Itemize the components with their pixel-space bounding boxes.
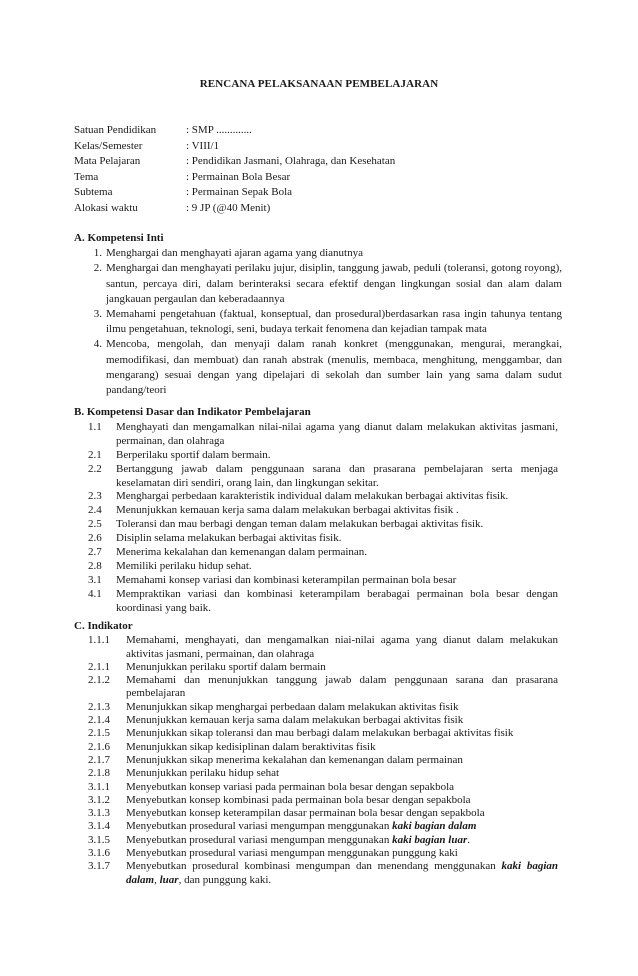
item-text: Menghargai dan menghayati ajaran agama yang dianutnya bbox=[106, 247, 363, 260]
identity-key: Satuan Pendidikan bbox=[74, 124, 157, 136]
list-item bbox=[74, 261, 562, 307]
item-text-plain: Menyebutkan prosedural kombinasi mengumpan dan menendang menggunakan bbox=[126, 860, 502, 873]
identity-key: Kelas/Semester bbox=[74, 139, 143, 152]
item-text: Menyebutkan konsep variasi pada permainan bola besar dengan sepakbola bbox=[126, 780, 455, 793]
item-number: 3.1.7 bbox=[88, 860, 110, 873]
list-item bbox=[74, 490, 558, 504]
item-text: Menunjukkan perilaku hidup sehat bbox=[126, 767, 280, 780]
item-text: Mempraktikan variasi dan kombinasi keterampilam berabagai permainan bola besar dengan koordinasi yang baik. bbox=[116, 587, 558, 614]
item-text: Mencoba, mengolah, dan menyaji dalam ranah konkret (menggunakan, mengurai, merangkai, memodifikasi, dan membuat) dan ranah abstrak (menulis, membaca, menghitung, menggambar, dan mengarang) sesuai dengan yang dipelajari di sekolah dan sumber lain yang sama dalam sudut pandang/teori bbox=[106, 338, 562, 397]
list-item bbox=[74, 781, 558, 794]
identity-row bbox=[74, 201, 395, 217]
item-number: 2.5 bbox=[88, 518, 102, 531]
item-number: 2.6 bbox=[88, 532, 102, 545]
item-text-emphasis: luar bbox=[159, 873, 179, 886]
list-item bbox=[74, 246, 562, 261]
section-kompetensi-dasar bbox=[74, 406, 558, 616]
item-number: 3.1.2 bbox=[88, 793, 110, 806]
identity-block bbox=[74, 123, 395, 217]
item-text bbox=[126, 834, 558, 847]
item-text: Menghargai perbedaan karakteristik individual dalam melakukan berbagai aktivitas fisik. bbox=[116, 490, 509, 503]
section-heading: C. Indikator bbox=[74, 620, 133, 632]
item-text-plain: Menyebutkan prosedural variasi mengumpan menggunakan bbox=[126, 820, 393, 833]
item-number: 2. bbox=[93, 262, 102, 275]
list-item bbox=[74, 504, 558, 518]
list-item bbox=[74, 847, 558, 860]
item-text: Menunjukkan kemauan kerja sama dalam melakukan berbagai aktivitas fisik bbox=[126, 714, 464, 727]
list-item bbox=[74, 421, 558, 449]
item-text-emphasis: kaki bagian dalam bbox=[392, 820, 477, 833]
item-number: 2.2 bbox=[88, 462, 102, 475]
list-item bbox=[74, 546, 558, 560]
item-text: Memahami dan menunjukkan tanggung jawab dalam penggunaan sarana dan prasarana pembelajaran bbox=[126, 674, 558, 700]
identity-row bbox=[74, 185, 395, 201]
item-number: 2.1.7 bbox=[88, 753, 110, 766]
item-text: Memiliki perilaku hidup sehat. bbox=[116, 559, 252, 572]
list-item bbox=[74, 518, 558, 532]
item-number: 2.1.5 bbox=[88, 727, 110, 740]
item-number: 3.1.3 bbox=[88, 807, 110, 820]
item-number: 2.4 bbox=[88, 504, 102, 517]
item-number: 4.1 bbox=[88, 587, 102, 600]
section-kompetensi-inti bbox=[74, 231, 562, 398]
document-title: RENCANA PELAKSANAAN PEMBELAJARAN bbox=[199, 78, 439, 90]
identity-key: Mata Pelajaran bbox=[74, 155, 141, 168]
identity-value: : 9 JP (@40 Menit) bbox=[186, 201, 271, 214]
item-number: 3.1.6 bbox=[88, 847, 110, 860]
list-item bbox=[74, 820, 558, 833]
item-number: 4. bbox=[93, 338, 102, 351]
item-number: 2.1.3 bbox=[88, 700, 110, 713]
item-number: 2.8 bbox=[88, 559, 102, 572]
item-text: Menunjukkan sikap menghargai perbedaan dalam melakukan aktivitas fisik bbox=[126, 700, 459, 713]
item-text-plain: , bbox=[154, 873, 160, 886]
list-item bbox=[74, 634, 558, 661]
section-heading: B. Kompetensi Dasar dan Indikator Pembelajaran bbox=[74, 406, 311, 418]
item-text: Menunjukkan sikap menerima kekalahan dan kemenangan dalam permainan bbox=[126, 753, 463, 766]
list-item bbox=[74, 834, 558, 847]
item-text: Menyebutkan konsep kombinasi pada permainan bola besar dengan sepakbola bbox=[126, 793, 471, 806]
item-text: Menerima kekalahan dan kemenangan dalam permainan. bbox=[116, 546, 368, 559]
list-item bbox=[74, 532, 558, 546]
item-text: Berperilaku sportif dalam bermain. bbox=[116, 448, 271, 461]
identity-value: : Permainan Sepak Bola bbox=[186, 186, 293, 199]
identity-value: : VIII/1 bbox=[186, 139, 220, 152]
item-number: 3. bbox=[93, 308, 102, 321]
item-number: 2.1.2 bbox=[88, 674, 110, 687]
item-text: Toleransi dan mau berbagi dengan teman dalam melakukan berbagai aktivitas fisik. bbox=[116, 518, 484, 531]
identity-value: : Permainan Bola Besar bbox=[186, 170, 291, 183]
item-text: Menunjukkan sikap toleransi dan mau berbagi dalam melakukan berbagai aktivitas fisik bbox=[126, 727, 514, 740]
identity-key: Tema bbox=[74, 170, 99, 183]
list-item bbox=[74, 463, 558, 491]
list-item bbox=[74, 674, 558, 701]
item-text: Menunjukkan perilaku sportif dalam bermain bbox=[126, 660, 326, 673]
item-number: 2.1.1 bbox=[88, 660, 110, 673]
list-item bbox=[74, 794, 558, 807]
identity-key: Subtema bbox=[74, 186, 113, 199]
item-text: Bertanggung jawab dalam penggunaan sarana dan prasarana pembelajaran serta menjaga keselamatan diri sendiri, orang lain, dan lingkungan sekitar. bbox=[116, 462, 558, 489]
item-text: Memahami pengetahuan (faktual, konseptual, dan prosedural)berdasarkan rasa ingin tahunya tentang ilmu pengetahuan, teknologi, seni, budaya terkait fenomena dan kejadian tampak mata bbox=[106, 308, 562, 336]
list-item bbox=[74, 714, 558, 727]
list-item bbox=[74, 727, 558, 740]
item-number: 2.3 bbox=[88, 490, 102, 503]
item-text-emphasis: kaki bagian luar bbox=[392, 833, 468, 846]
identity-row bbox=[74, 154, 395, 170]
item-text-plain: . bbox=[467, 833, 470, 846]
identity-key: Alokasi waktu bbox=[74, 201, 138, 214]
item-text-plain: Menyebutkan prosedural variasi mengumpan menggunakan bbox=[126, 833, 393, 846]
list-item bbox=[74, 337, 562, 398]
identity-value: : Pendidikan Jasmani, Olahraga, dan Kesehatan bbox=[186, 155, 396, 168]
list-item bbox=[74, 767, 558, 780]
list-item bbox=[74, 574, 558, 588]
item-text: Memahami konsep variasi dan kombinasi keterampilan permainan bola besar bbox=[116, 573, 457, 586]
item-number: 3.1.1 bbox=[88, 780, 110, 793]
item-text: Menunjukkan kemauan kerja sama dalam melakukan berbagai aktivitas fisik . bbox=[116, 504, 459, 517]
item-text: Disiplin selama melakukan berbagai aktivitas fisik. bbox=[116, 532, 342, 545]
list-item bbox=[74, 588, 558, 616]
item-text: Menyebutkan prosedural variasi mengumpan menggunakan punggung kaki bbox=[126, 847, 458, 860]
item-text bbox=[126, 820, 558, 833]
item-text bbox=[126, 860, 558, 887]
identity-value: : SMP ............. bbox=[186, 124, 252, 136]
item-text: Menghayati dan mengamalkan nilai-nilai agama yang dianut dalam melakukan aktivitas jasmani, permainan, dan olahraga bbox=[116, 420, 558, 447]
item-text-emphasis: kaki bagian dalam bbox=[126, 860, 558, 886]
identity-row bbox=[74, 170, 395, 186]
list-item bbox=[74, 307, 562, 337]
item-number: 1. bbox=[93, 247, 102, 260]
item-number: 2.1.4 bbox=[88, 714, 110, 727]
list-item bbox=[74, 449, 558, 463]
list-item bbox=[74, 754, 558, 767]
list-item bbox=[74, 860, 558, 887]
item-text: Menyebutkan konsep keterampilan dasar permainan bola besar dengan sepakbola bbox=[126, 807, 485, 820]
item-number: 2.1 bbox=[88, 448, 102, 461]
item-number: 3.1.5 bbox=[88, 833, 110, 846]
identity-row bbox=[74, 139, 395, 155]
item-text: Memahami, menghayati, dan mengamalkan niai-nilai agama yang dianut dalam melakukan aktivitas jasmani, permainan, dan olahraga bbox=[126, 634, 558, 660]
item-number: 2.1.6 bbox=[88, 740, 110, 753]
item-text: Menghargai dan menghayati perilaku jujur, disiplin, tanggung jawab, peduli (toleransi, gotong royong), santun, percaya diri, dalam berinteraksi secara efektif dengan lingkungan sosial dan alam dalam jangkauan pergaulan dan keberadaannya bbox=[106, 262, 562, 305]
identity-row bbox=[74, 123, 395, 139]
item-number: 2.1.8 bbox=[88, 767, 110, 780]
section-indikator bbox=[74, 620, 558, 887]
list-item bbox=[74, 807, 558, 820]
list-item bbox=[74, 701, 558, 714]
item-number: 1.1.1 bbox=[88, 634, 110, 647]
item-number: 1.1 bbox=[88, 420, 102, 433]
item-text-plain: , dan punggung kaki. bbox=[178, 873, 272, 886]
item-text: Menunjukkan sikap kedisiplinan dalam beraktivitas fisik bbox=[126, 740, 376, 753]
item-number: 3.1.4 bbox=[88, 820, 110, 833]
section-heading: A. Kompetensi Inti bbox=[74, 232, 164, 244]
list-item bbox=[74, 560, 558, 574]
list-item bbox=[74, 741, 558, 754]
item-number: 3.1 bbox=[88, 573, 102, 586]
list-item bbox=[74, 661, 558, 674]
item-number: 2.7 bbox=[88, 546, 102, 559]
